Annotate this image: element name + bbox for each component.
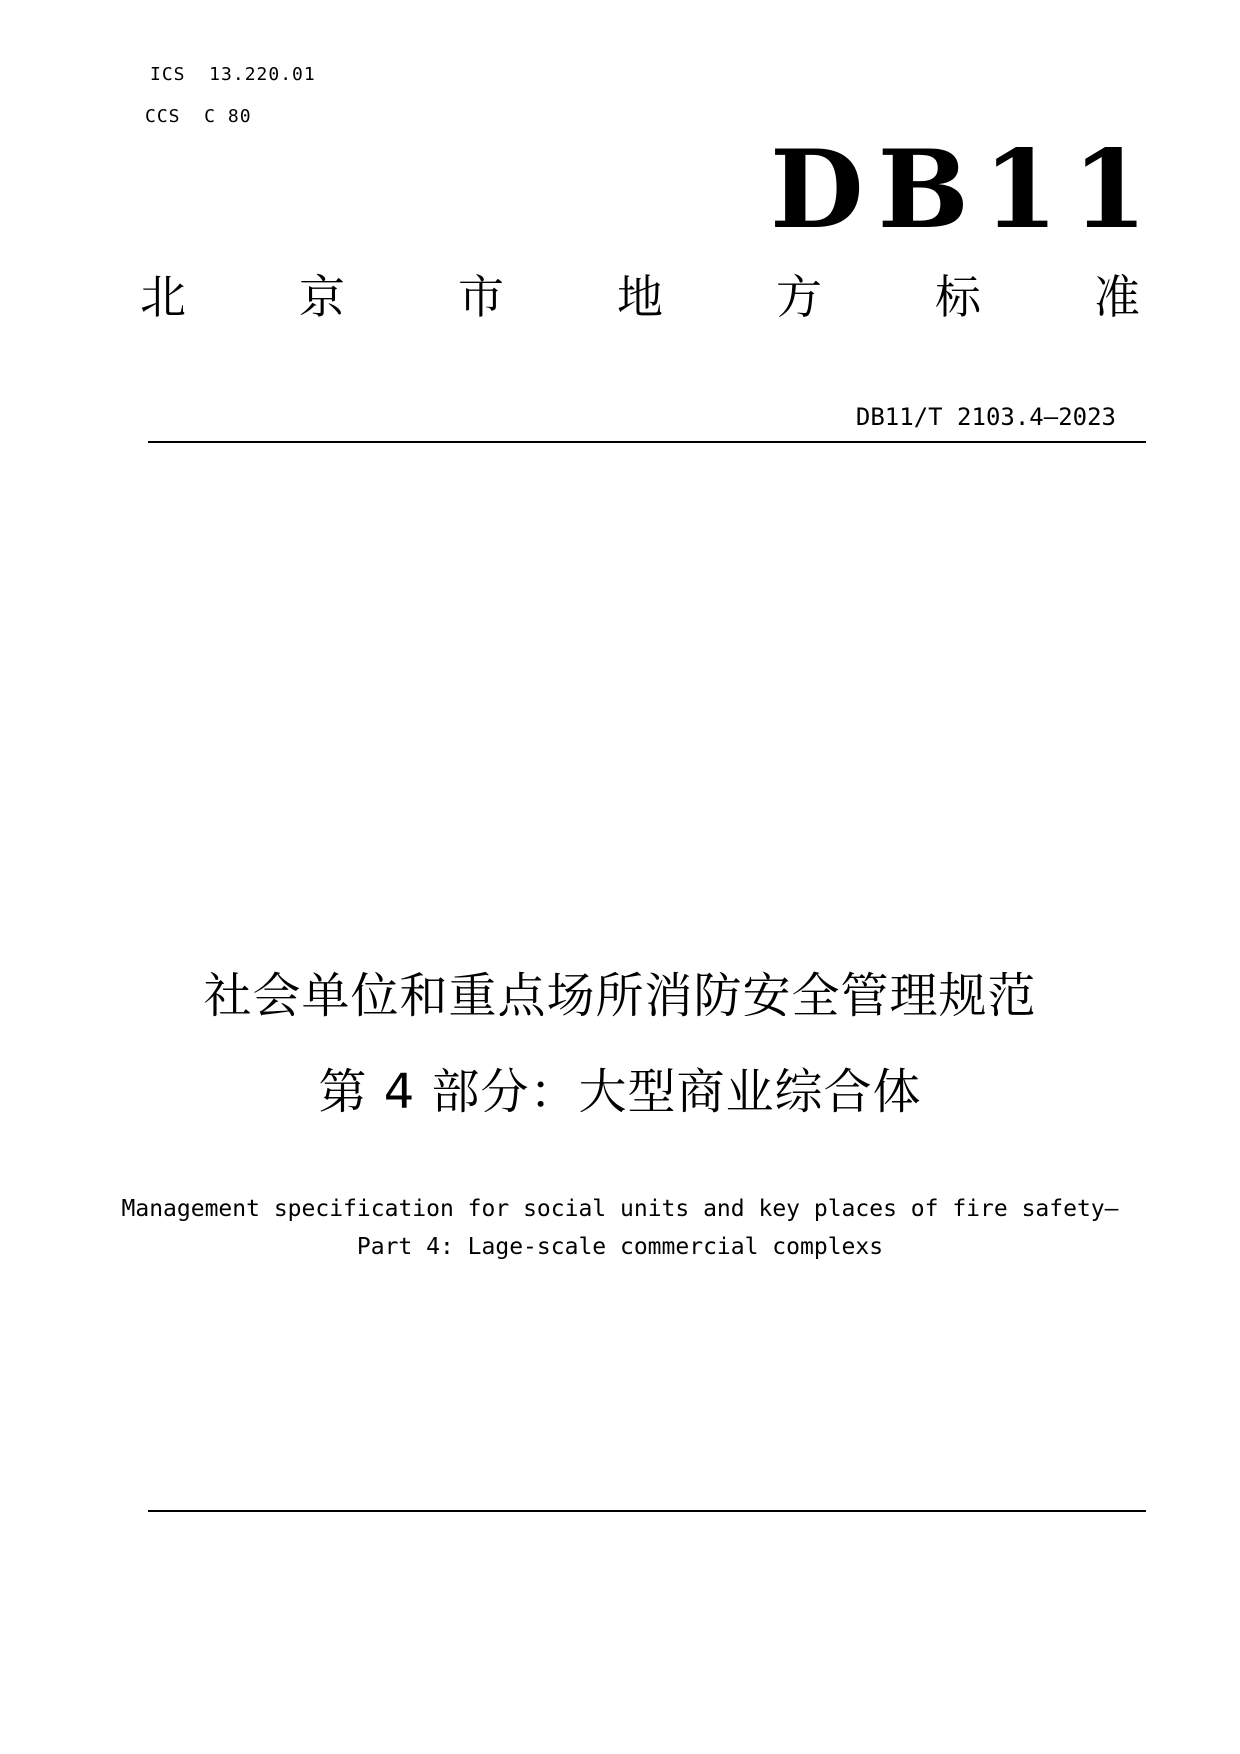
standard-number: DB11/T 2103.4—2023 (855, 403, 1116, 431)
english-title-line-2: Part 4: Lage-scale commercial complexs (356, 1234, 884, 1260)
authority-char: 北 (140, 270, 186, 324)
chinese-title-line-2: 第 4 部分：大型商业综合体 (318, 1064, 922, 1120)
authority-char: 京 (299, 270, 345, 324)
ccs-code: CCS C 80 (145, 106, 252, 127)
chinese-title-line-1: 社会单位和重点场所消防安全管理规范 (203, 968, 1037, 1024)
authority-char: 标 (935, 270, 981, 324)
issuing-authority (140, 268, 1140, 326)
standard-logo-code: DB11 (770, 127, 1162, 253)
english-title-line-1: Management specification for social units and key places of fire safety— (121, 1196, 1119, 1222)
authority-char: 方 (776, 270, 822, 324)
authority-char: 市 (458, 270, 504, 324)
top-divider (148, 441, 1146, 443)
authority-char: 地 (617, 270, 663, 324)
bottom-divider (148, 1510, 1146, 1512)
authority-char: 准 (1094, 270, 1140, 324)
ics-code: ICS 13.220.01 (150, 64, 316, 85)
